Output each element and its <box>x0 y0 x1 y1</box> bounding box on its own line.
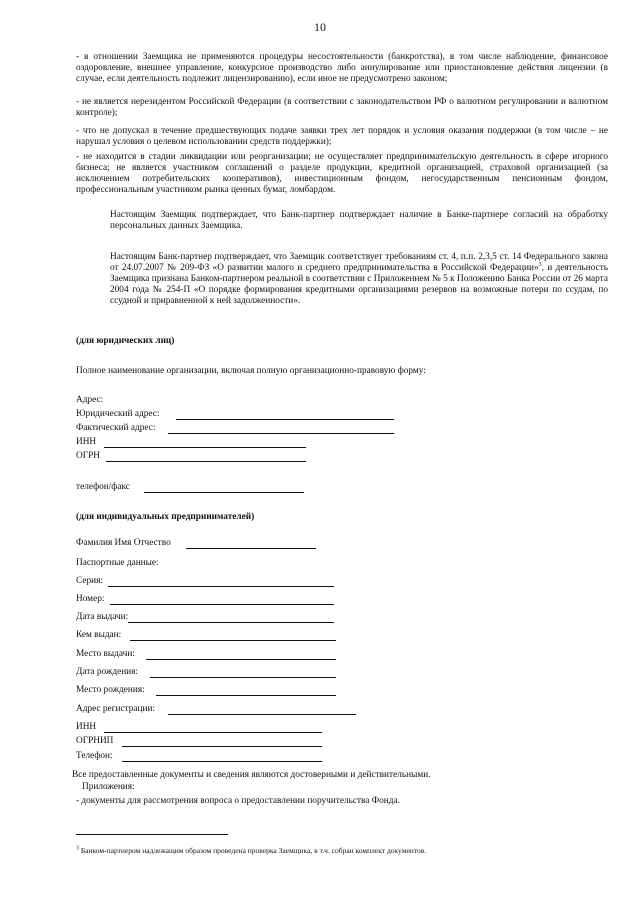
ip-inn-label: ИНН <box>76 722 97 732</box>
attachments-label: Приложения: <box>82 782 135 792</box>
condition-support-violation: - что не допускал в течение предшествующих подаче заявки трех лет порядок и условия оказания поддержки (в том числе – не нарушал условия о целевом использовании средств поддержки); <box>76 126 608 147</box>
number-label: Номер: <box>76 594 105 604</box>
phone-fax-field[interactable] <box>144 492 304 493</box>
actual-address-label: Фактический адрес: <box>76 423 156 433</box>
issued-by-field[interactable] <box>130 640 336 641</box>
inn-field[interactable] <box>104 447 306 448</box>
condition-bankruptcy: - в отношении Заемщика не применяются процедуры несостоятельности (банкротства), в том числе наблюдение, финансовое оздоровление, внешнее управление, конкурсное производство либо аннулирование или приостановление действия лицензии (в случае, если деятельность подлежит лицензированию), если иное не предусмотрено законом; <box>76 52 608 84</box>
series-field[interactable] <box>108 586 334 587</box>
bank-confirmation <box>76 252 608 307</box>
ogrn-field[interactable] <box>106 461 306 462</box>
legal-entities-heading: (для юридических лиц) <box>76 336 175 346</box>
ogrn-label: ОГРН <box>76 451 100 461</box>
footnote-text: Банком-партнером надлежащим образом проведена проверка Заемщика, в т.ч. собран комплект документов. <box>80 846 427 855</box>
birth-date-label: Дата рождения: <box>76 667 139 677</box>
inn-label: ИНН <box>76 437 97 447</box>
ogrnip-label: ОГРНИП <box>76 736 114 746</box>
bank-confirmation-text-b: , и деятельность Заемщика признана Банком-партнером реальной в соответствии с Приложением № 5 к Положению Банка России от 26 марта 2004 года № 254-П «О порядке формирования кредитными организациями резервов на возможные потери по ссудам, по ссудной и приравненной к ней задолженности». <box>110 263 608 306</box>
fio-label: Фамилия Имя Отчество <box>76 538 171 548</box>
registration-field[interactable] <box>168 714 356 715</box>
footnote <box>76 846 426 855</box>
birth-place-field[interactable] <box>156 695 336 696</box>
footnote-mark: 3 <box>76 845 79 852</box>
issued-by-label: Кем выдан: <box>76 630 122 640</box>
condition-liquidation: - не находится в стадии ликвидации или реорганизации; не осуществляет предпринимательскую деятельность в сфере игорного бизнеса; не является участником соглашений о разделе продукции, кредитной организацией, страховой организацией (за исключением потребительских кооперативов), инвестиционным фондом, негосударственным пенсионным фондом, профессиональным участником рынка ценных бумаг, ломбардом. <box>76 152 608 195</box>
footnote-reference: 3 <box>538 261 542 268</box>
birth-place-label: Место рождения: <box>76 685 145 695</box>
final-statement: Все предоставленные документы и сведения являются достоверными и действительными. <box>72 770 431 780</box>
series-label: Серия: <box>76 576 103 586</box>
number-field[interactable] <box>110 604 334 605</box>
condition-nonresident: - не является нерезидентом Российской Федерации (в соответствии с законодательством РФ о валютном регулировании и валютном контроле); <box>76 97 608 118</box>
ip-phone-label: Телефон: <box>76 751 113 761</box>
issue-place-field[interactable] <box>146 659 336 660</box>
full-name-label: Полное наименование организации, включая полную организационно-правовую форму: <box>76 366 426 376</box>
passport-label: Паспортные данные: <box>76 558 159 568</box>
issue-date-field[interactable] <box>128 622 334 623</box>
legal-address-label: Юридический адрес: <box>76 409 160 419</box>
attachment-item: - документы для рассмотрения вопроса о предоставлении поручительства Фонда. <box>76 796 400 806</box>
entrepreneurs-heading: (для индивидуальных предпринимателей) <box>76 512 255 522</box>
footnote-divider <box>76 834 228 835</box>
birth-date-field[interactable] <box>150 677 336 678</box>
phone-fax-label: телефон/факс <box>76 482 130 492</box>
ip-inn-field[interactable] <box>104 732 322 733</box>
registration-label: Адрес регистрации: <box>76 704 156 714</box>
ogrnip-field[interactable] <box>122 746 322 747</box>
bank-confirmation-text-a: Настоящим Банк-партнер подтверждает, что Заемщик соответствует требованиям ст. 4, п.п. 2,3,5 ст. 14 Федерального закона от 24.07.2007 № 209-ФЗ «О развитии малого и среднего предпринимательства в Российской Федерации» <box>110 252 608 273</box>
issue-date-label: Дата выдачи: <box>76 612 129 622</box>
issue-place-label: Место выдачи: <box>76 649 135 659</box>
actual-address-field[interactable] <box>168 433 394 434</box>
ip-phone-field[interactable] <box>122 761 322 762</box>
address-label: Адрес: <box>76 395 104 405</box>
fio-field[interactable] <box>186 548 316 549</box>
legal-address-field[interactable] <box>176 419 394 420</box>
page-number: 10 <box>314 20 326 34</box>
borrower-confirmation: Настоящим Заемщик подтверждает, что Банк-партнер подтверждает наличие в Банке-партнере согласий на обработку персональных данных Заемщика. <box>110 210 608 231</box>
